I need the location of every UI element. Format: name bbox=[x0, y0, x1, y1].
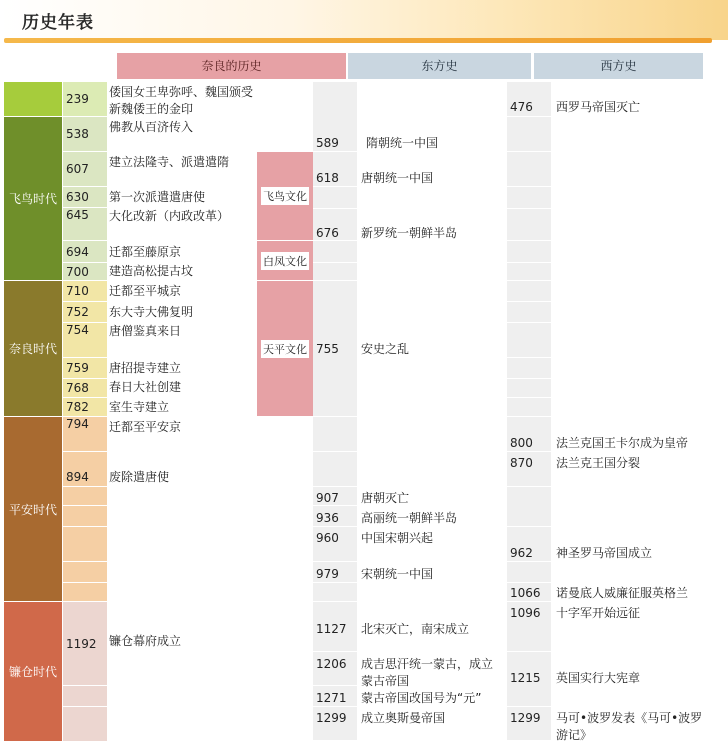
era-nara: 奈良时代 bbox=[4, 281, 62, 416]
title-underline bbox=[4, 38, 712, 43]
east-event: 成立奥斯曼帝国 bbox=[361, 711, 446, 725]
japan-year: 239 bbox=[63, 82, 107, 116]
east-year-band bbox=[313, 187, 357, 209]
west-year: 1299 bbox=[510, 711, 541, 725]
header-nara-history: 奈良的历史 bbox=[117, 53, 346, 79]
japan-year: 752 bbox=[63, 302, 107, 322]
east-year: 936 bbox=[316, 511, 339, 525]
japan-event: 废除遣唐使 bbox=[109, 470, 170, 484]
west-year-band bbox=[507, 281, 551, 302]
page-title: 历史年表 bbox=[22, 13, 94, 33]
west-year: 1215 bbox=[510, 671, 541, 685]
east-year: 589 bbox=[316, 136, 339, 150]
west-year: 1066 bbox=[510, 586, 541, 600]
japan-year-empty bbox=[63, 527, 107, 561]
east-year: 676 bbox=[316, 226, 339, 240]
east-event: 唐朝灭亡 bbox=[361, 491, 410, 505]
west-event: 神圣罗马帝国成立 bbox=[556, 546, 653, 560]
east-year: 1127 bbox=[316, 622, 347, 636]
era-heian: 平安时代 bbox=[4, 417, 62, 601]
japan-year: 630 bbox=[63, 187, 107, 207]
japan-year: 694 bbox=[63, 241, 107, 262]
west-event: 西罗马帝国灭亡 bbox=[556, 100, 641, 114]
japan-year: 710 bbox=[63, 281, 107, 301]
japan-year: 754 bbox=[63, 323, 107, 357]
west-year: 870 bbox=[510, 456, 533, 470]
west-year-band bbox=[507, 487, 551, 527]
east-event: 安史之乱 bbox=[361, 342, 410, 356]
east-event: 隋朝统一中国 bbox=[366, 136, 439, 150]
japan-event: 迁都至平城京 bbox=[109, 284, 182, 298]
culture-asuka bbox=[257, 152, 313, 240]
east-year: 960 bbox=[316, 531, 339, 545]
culture-label: 白凤文化 bbox=[261, 252, 309, 270]
west-event: 诺曼底人威廉征服英格兰 bbox=[556, 586, 689, 600]
east-event: 唐朝统一中国 bbox=[361, 171, 434, 185]
japan-year-empty bbox=[63, 487, 107, 505]
west-year-band bbox=[507, 562, 551, 583]
japan-year: 759 bbox=[63, 358, 107, 378]
west-year-band bbox=[507, 241, 551, 263]
west-year-band bbox=[507, 263, 551, 281]
east-year: 1206 bbox=[316, 657, 347, 671]
west-year-band bbox=[507, 358, 551, 379]
west-year-band bbox=[507, 379, 551, 398]
japan-year: 794 bbox=[63, 417, 107, 451]
east-event: 宋朝统一中国 bbox=[361, 567, 434, 581]
east-year: 979 bbox=[316, 567, 339, 581]
japan-event: 东大寺大佛复明 bbox=[109, 305, 194, 319]
japan-year-empty bbox=[63, 583, 107, 601]
japan-year: 538 bbox=[63, 117, 107, 151]
east-event: 高丽统一朝鲜半岛 bbox=[361, 511, 458, 525]
west-event: 法兰克国王卡尔成为皇帝 bbox=[556, 436, 689, 450]
japan-event: 迁都至平安京 bbox=[109, 420, 182, 434]
japan-year: 894 bbox=[63, 452, 107, 486]
east-year: 755 bbox=[316, 342, 339, 356]
west-year: 962 bbox=[510, 546, 533, 560]
west-year-band bbox=[507, 209, 551, 241]
west-year: 476 bbox=[510, 100, 533, 114]
west-year-band bbox=[507, 187, 551, 209]
japan-event: 迁都至藤原京 bbox=[109, 245, 182, 259]
japan-event: 大化改新（内政改革） bbox=[109, 209, 230, 223]
east-event: 中国宋朝兴起 bbox=[361, 531, 434, 545]
west-year: 1096 bbox=[510, 606, 541, 620]
west-year-band bbox=[507, 323, 551, 358]
west-year: 800 bbox=[510, 436, 533, 450]
culture-label: 天平文化 bbox=[261, 340, 309, 358]
japan-year: 700 bbox=[63, 263, 107, 280]
japan-event: 春日大社创建 bbox=[109, 380, 182, 394]
japan-event: 镰仓幕府成立 bbox=[109, 634, 182, 648]
west-event: 马可•波罗发表《马可•波罗游记》 bbox=[556, 711, 703, 742]
east-year: 618 bbox=[316, 171, 339, 185]
east-year: 1271 bbox=[316, 691, 347, 705]
header-east-history: 东方史 bbox=[348, 53, 531, 79]
japan-year-empty bbox=[63, 562, 107, 582]
japan-year: 645 bbox=[63, 208, 107, 240]
culture-hakuho bbox=[257, 241, 313, 280]
title-banner bbox=[0, 0, 728, 40]
era-asuka: 飞鸟时代 bbox=[4, 117, 62, 280]
west-year-band bbox=[507, 152, 551, 187]
header-west-history: 西方史 bbox=[534, 53, 703, 79]
east-event: 蒙古帝国改国号为“元” bbox=[361, 691, 482, 705]
japan-event: 第一次派遣遣唐使 bbox=[109, 190, 206, 204]
east-year-band bbox=[313, 452, 357, 487]
japan-year-empty bbox=[63, 506, 107, 526]
east-year-band bbox=[313, 263, 357, 281]
east-event: 成吉思汗统一蒙古，成立蒙古帝国 bbox=[361, 657, 494, 688]
japan-event: 建立法隆寺、派遣遣隋 bbox=[109, 155, 230, 169]
east-year: 907 bbox=[316, 491, 339, 505]
east-year-band bbox=[313, 241, 357, 263]
japan-year-empty bbox=[63, 707, 107, 741]
west-year-band bbox=[507, 398, 551, 417]
east-year-band bbox=[313, 583, 357, 602]
era-pre-asuka bbox=[4, 82, 62, 116]
culture-label: 飞鸟文化 bbox=[261, 187, 309, 205]
japan-year-empty bbox=[63, 686, 107, 706]
west-event: 十字军开始远征 bbox=[556, 606, 641, 620]
east-event: 北宋灭亡，南宋成立 bbox=[361, 622, 470, 636]
japan-year: 607 bbox=[63, 152, 107, 186]
west-year-band bbox=[507, 302, 551, 323]
east-year-band bbox=[313, 417, 357, 452]
japan-event: 唐招提寺建立 bbox=[109, 361, 182, 375]
japan-event: 倭国女王卑弥呼、魏国颁受新魏倭王的金印 bbox=[109, 85, 254, 116]
west-event: 法兰克王国分裂 bbox=[556, 456, 641, 470]
japan-event: 唐僧鉴真来日 bbox=[109, 324, 182, 338]
era-kamakura: 镰仓时代 bbox=[4, 602, 62, 741]
west-event: 英国实行大宪章 bbox=[556, 671, 641, 685]
japan-year: 768 bbox=[63, 379, 107, 397]
japan-event: 佛教从百济传入 bbox=[109, 120, 194, 134]
culture-tenpyo bbox=[257, 281, 313, 416]
japan-event: 室生寺建立 bbox=[109, 400, 170, 414]
japan-year: 782 bbox=[63, 398, 107, 416]
east-year: 1299 bbox=[316, 711, 347, 725]
east-event: 新罗统一朝鲜半岛 bbox=[361, 226, 458, 240]
japan-event: 建造高松提古坟 bbox=[109, 264, 194, 278]
japan-year: 1192 bbox=[63, 602, 107, 685]
west-year-band bbox=[507, 117, 551, 152]
